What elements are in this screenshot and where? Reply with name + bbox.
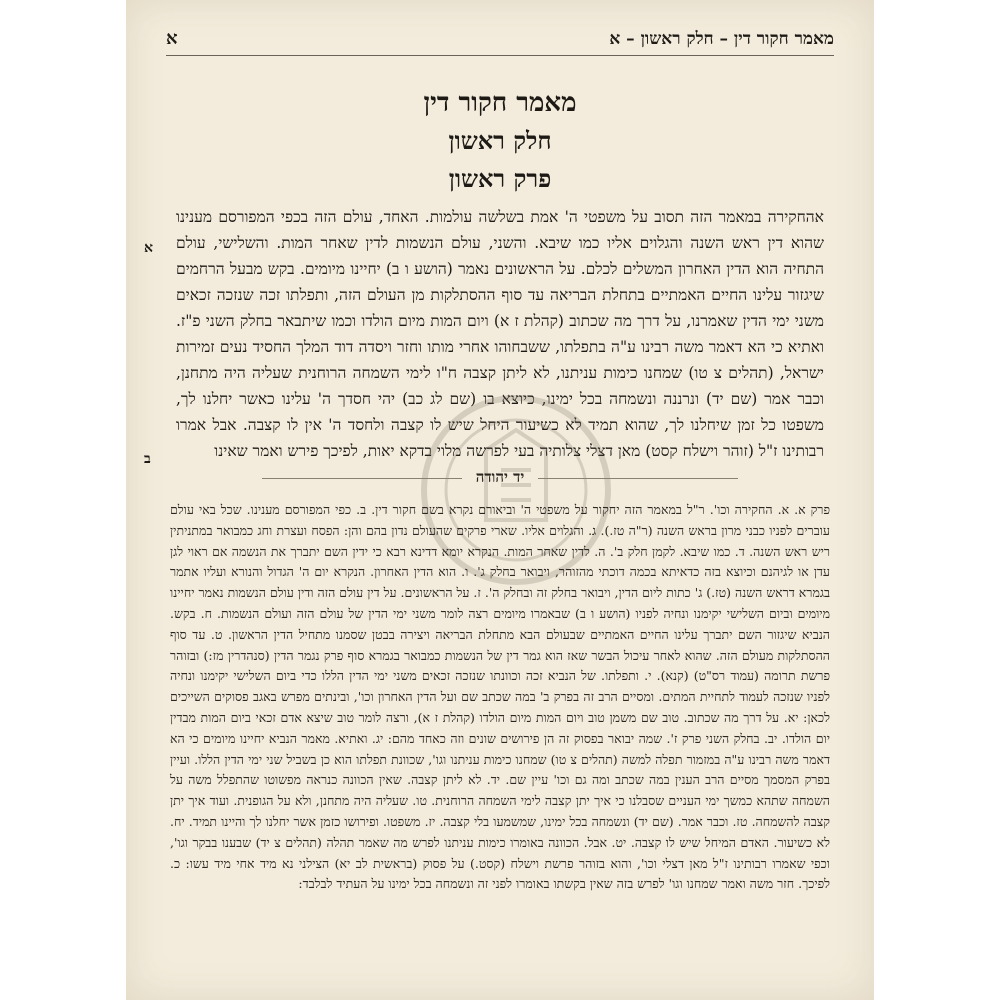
book-page [126,0,874,1000]
running-head [166,28,834,56]
body-paragraph: אהחקירה במאמר הזה תסוב על משפטי ה' אמת בשלשה עולמות. האחד, עולם הזה בכפי המפורסם מענינו שהוא דין ראש השנה והגלוים אליו כמו שיבא. והשני, עולם הנשמות לדין שאחר המות. והשלישי, עולם התחיה הוא הדין האחרון המשלים לכלם. על הראשונים נאמר (הושע ו ב) יחיינו מיומים. בקש מבעל הרחמים שיגזור עלינו החיים האמתיים בתחלת הבריאה עד סוף ההסתלקות מן העולם הזה, ותפלתו זכה שנזכה זכאים משני ימי הדין שאמרנו, על דרך מה שכתוב (קהלת ז א) ויום המות מיום הולדו וכמו שיתבאר בחלק השני פ"ז. ואתיא כי הא דאמר משה רבינו ע"ה בתפלתו, ששבחוהו אחרי מותו וחזר ויסדה דוד המלך החסיד נעים זמירות ישראל, (תהלים צ טו) שמחנו כימות עניתנו, לא ליתן קצבה ח"ו לימי השמחה הרוחנית שעליה היה מתחנן, וכבר אמר (שם יד) ונרננה ונשמחה בכל ימינו, כיוצא בו (שם לג כב) יהי חסדך ה' עלינו כאשר יחלנו לך, משפטו כל זמן שיחלנו לך, שהוא תמיד לא כשיעור היחל שיש לו קצבה ולחסד ה' אין לו קצבה. אבל אמרו רבותינו ז"ל (זוהר וישלח קסט) מאן דצלי צלותיה בעי לפרשה מלוי בדקא יאות, לפיכך פירש ואמר שאינו [176,208,824,460]
treatise-title: מאמר חקור דין [423,88,577,118]
main-body-text [176,204,824,464]
commentary-text [170,500,830,895]
margin-letter-bet: ב [144,451,151,467]
commentary-title: יד יהודה [126,468,874,487]
main-section [176,84,824,464]
chapter-heading: פרק ראשון [448,164,552,193]
margin-letter-alef: א [144,240,153,256]
commentary-paragraph: פרק א. א. החקירה וכו'. ר"ל במאמר הזה יחקור על משפטי ה' וביאורם נקרא בשם חקור דין. ב. כפי המפורסם מענינו. שכל באי עולם עוברים לפניו כבני מרון בראש השנה (ר"ה טז.). ג. והגלוים אליו. שארי פרקים שהעולם נדון בהם והן: הפסח ועצרת וחג כמבואר במתניתין ריש ראש השנה. ד. כמו שיבא. לקמן חלק ב'. ה. לדין שאחר המות. הנקרא יומא דדינא רבא כי ידין השם יתברך את הנשמה אם ראוי לגן עדן או לגיהנם וכיוצא בזה כדאיתא בכמה דוכתי מהזוהר, ויבואר בחלק ג'. ו. הוא הדין האחרון. הנקרא יום ה' הגדול והנורא ועליו אתמר בגמרא דראש השנה (טז.) ג' כתות ליום הדין, ויבואר בחלק זה ובחלק ה'. ז. על הראשונים. על דין עולם הזה ודין עולם הנשמות נאמר יחיינו מיומים וביום השלישי יקימנו ונחיה לפניו (הושע ו ב) שבאמרו מיומים רצה לומר משני ימי הדין של עולם הזה ועולם הנשמות. ח. בקש. הנביא שיגזור השם יתברך עלינו החיים האמתיים שבעולם הבא מתחלת הבריאה ויצירה בבטן שסמנו מתחיל הדין הראשון. ט. עד סוף ההסתלקות מעולם הזה. שהוא לאחר עיכול הבשר שאז הוא גמר דין של הנשמות כמבואר בגמרא סוף פרק נגמר הדין (סנהדרין מז:) ובזוהר פרשת תרומה (עמוד רס"ט) (קנא). י. ותפלתו. של הנביא זכה וכוונתו שנזכה זכאים משני ימי הדין הללו כדי ביום השלישי יקימנו ונחיה לפניו שנזכה לעמוד לתחיית המתים. ומסיים הרב זה בפרק ב' במה שכתב שם ועל הדין האחרון וכו', ובינתים מפרש באגב פסוקים השייכים לכאן: יא. על דרך מה שכתוב. טוב שם משמן טוב ויום המות מיום הולדו (קהלת ז א), ורצה לומר טוב שיצא אדם זכאי ביום המות מבדין יום הולדו. יב. בחלק השני פרק ז'. שמה יבואר בפסוק זה הן פירושים שונים וזה כאחד מהם: יג. ואתיא. מאמר הנביא יחיינו מיומים כי הא דאמר משה רבינו ע"ה במזמור תפלה למשה (תהלים צ טו) שמחנו כימות עניתנו וגו', שכוונת תפלתו הוא כן בשביל שני ימי הדין הללו. ועיין בפרק המסמך מסיים הרב הענין במה שכתב ומה גם וכו' עיין שם. יד. לא ליתן קצבה. שאין הכוונה כנראה מפשוטו שהתפלל משה על השמחה שתהא כמשך ימי העניים שסבלנו כי איך יתן קצבה לימי השמחה הרוחנית. טו. שעליה היה מתחנן, ולא על הגופנית. ועוד איך יתן קצבה להשמחה. טז. וכבר אמר. (שם יד) ונשמחה בכל ימינו, שמשמעו בלי קצבה. יז. משפטו. ופירושו כזמן אשר יחלנו לך והיינו תמיד. יח. לא כשיעור. האדם המיחל שיש לו קצבה. יט. אבל. הכוונה באומרו כימות עניתנו לפרש מה שאמר תהלה (תהלים צ יד) שבענו בבקר וגו', וכפי שאמרו רבותינו ז"ל מאן דצלי וכו', והוא בזוהר פרשת וישלח (קסט.) על פסוק (בראשית לב יא) הצילני נא מיד אחי מיד עשו: כ. לפיכך. חזר משה ואמר שמחנו וגו' לפרש בזה שאין בקשתו באומרו לפני זה ונשמחה בכל ימינו על העתיד לבלבד: [170,502,831,892]
part-heading: חלק ראשון [448,126,552,155]
folio-letter: א [166,28,178,49]
running-head-title: מאמר חקור דין – חלק ראשון – א [609,28,834,49]
